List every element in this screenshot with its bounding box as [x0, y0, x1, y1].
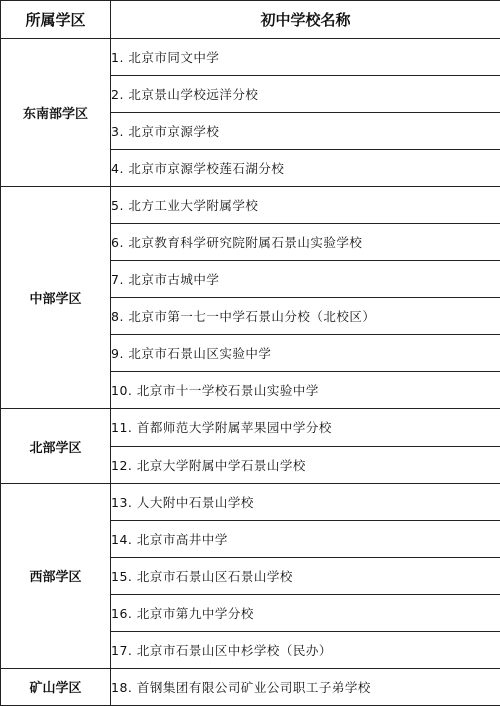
district-cell: 矿山学区: [1, 668, 111, 705]
school-cell: 3. 北京市京源学校: [111, 113, 500, 150]
school-cell: 2. 北京景山学校远洋分校: [111, 76, 500, 113]
table-row: [1, 39, 500, 76]
table-row: [1, 668, 500, 705]
school-cell: 16. 北京市第九中学分校: [111, 594, 500, 631]
school-cell: 15. 北京市石景山区石景山学校: [111, 557, 500, 594]
header-school-name: 初中学校名称: [111, 1, 500, 39]
district-cell: 东南部学区: [1, 39, 111, 187]
header-district: 所属学区: [1, 1, 111, 39]
school-cell: 7. 北京市古城中学: [111, 261, 500, 298]
table-row: [1, 187, 500, 224]
school-cell: 5. 北方工业大学附属学校: [111, 187, 500, 224]
table-row: [1, 483, 500, 520]
school-cell: 14. 北京市高井中学: [111, 520, 500, 557]
school-cell: 18. 首钢集团有限公司矿业公司职工子弟学校: [111, 668, 500, 705]
school-cell: 10. 北京市十一学校石景山实验中学: [111, 372, 500, 409]
school-cell: 12. 北京大学附属中学石景山学校: [111, 446, 500, 483]
district-cell: 西部学区: [1, 483, 111, 668]
district-cell: 中部学区: [1, 187, 111, 409]
school-cell: 8. 北京市第一七一中学石景山分校（北校区）: [111, 298, 500, 335]
school-cell: 1. 北京市同文中学: [111, 39, 500, 76]
school-cell: 6. 北京教育科学研究院附属石景山实验学校: [111, 224, 500, 261]
school-cell: 17. 北京市石景山区中杉学校（民办）: [111, 631, 500, 668]
table-header-row: [1, 1, 500, 39]
school-cell: 4. 北京市京源学校莲石湖分校: [111, 150, 500, 187]
school-cell: 13. 人大附中石景山学校: [111, 483, 500, 520]
district-cell: 北部学区: [1, 409, 111, 483]
school-cell: 9. 北京市石景山区实验中学: [111, 335, 500, 372]
school-cell: 11. 首都师范大学附属苹果园中学分校: [111, 409, 500, 446]
table-row: [1, 409, 500, 446]
